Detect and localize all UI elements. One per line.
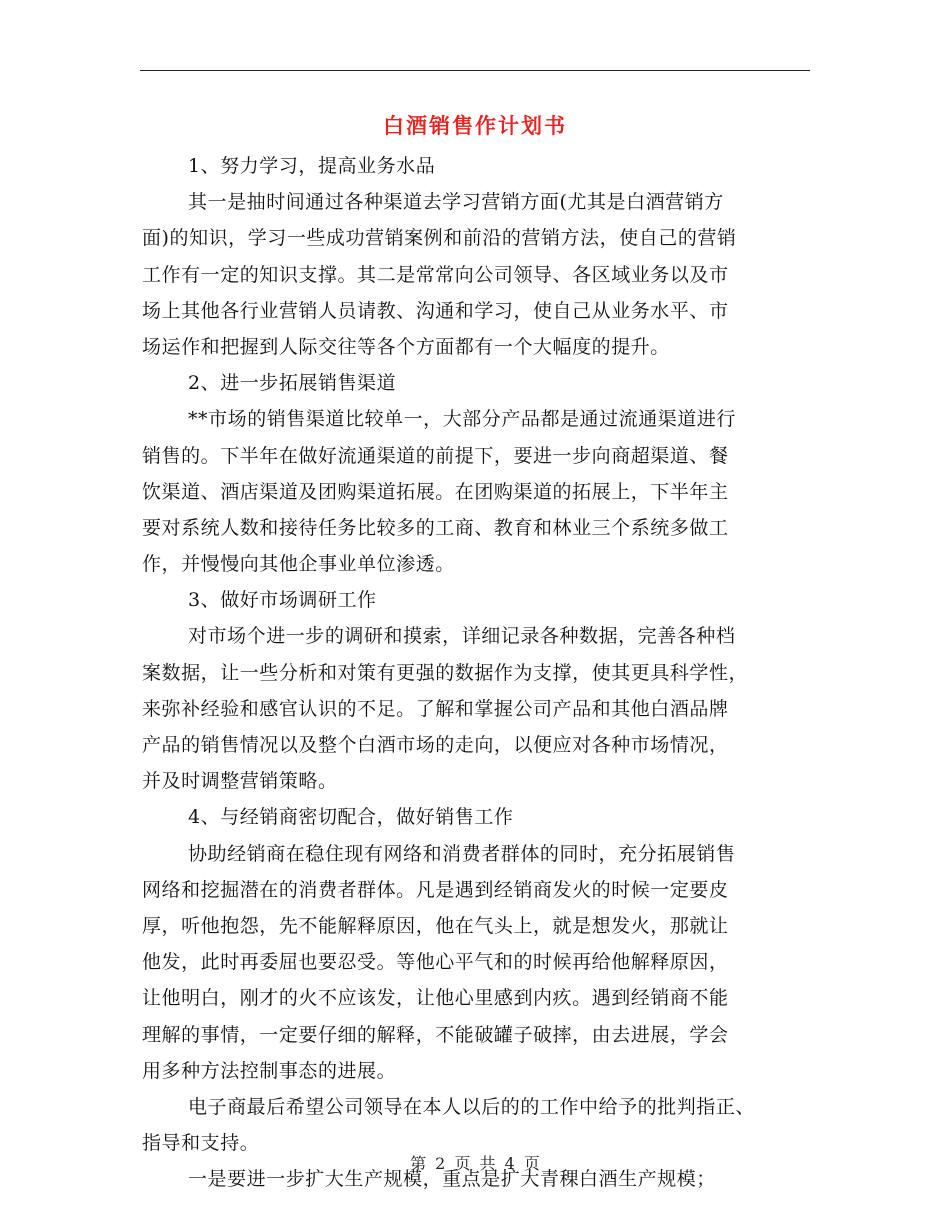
text-line: 场上其他各行业营销人员请教、沟通和学习，使自己从业务水平、市 (142, 299, 729, 322)
page-footer: 第 2 页 共 4 页 (410, 1154, 540, 1173)
text-line: 来弥补经验和感官认识的不足。了解和掌握公司产品和其他白酒品牌 (142, 697, 729, 720)
text-line: 3、做好市场调研工作 (188, 589, 377, 612)
text-line: **市场的销售渠道比较单一，大部分产品都是通过流通渠道进行 (188, 408, 736, 431)
document-body (142, 148, 812, 1197)
text-line: 案数据，让一些分析和对策有更强的数据作为支撑，使其更具科学性， (142, 661, 749, 684)
text-line: 工作有一定的知识支撑。其二是常常向公司领导、各区域业务以及市 (142, 263, 729, 286)
text-line: 协助经销商在稳住现有网络和消费者群体的同时，充分拓展销售 (188, 842, 736, 865)
text-line: 其一是抽时间通过各种渠道去学习营销方面(尤其是白酒营销方 (188, 191, 724, 214)
text-line: 电子商最后希望公司领导在本人以后的的工作中给予的批判指正、 (188, 1095, 755, 1118)
text-line: 饮渠道、酒店渠道及团购渠道拓展。在团购渠道的拓展上，下半年主 (142, 480, 729, 503)
text-line: 4、与经销商密切配合，做好销售工作 (188, 806, 514, 829)
text-line: 厚，听他抱怨，先不能解释原因，他在气头上，就是想发火，那就让 (142, 914, 729, 937)
text-line: 理解的事情，一定要仔细的解释，不能破罐子破摔，由去进展，学会 (142, 1023, 729, 1046)
text-line: 网络和挖掘潜在的消费者群体。凡是遇到经销商发火的时候一定要皮 (142, 878, 729, 901)
text-line: 要对系统人数和接待任务比较多的工商、教育和林业三个系统多做工 (142, 516, 729, 539)
text-line: 销售的。下半年在做好流通渠道的前提下，要进一步向商超渠道、餐 (142, 444, 729, 467)
text-line: 对市场个进一步的调研和摸索，详细记录各种数据，完善各种档 (188, 625, 736, 648)
text-line: 他发，此时再委屈也要忍受。等他心平气和的时候再给他解释原因， (142, 951, 729, 974)
text-line: 面)的知识，学习一些成功营销案例和前沿的营销方法，使自己的营销 (142, 227, 737, 250)
text-line: 作，并慢慢向其他企事业单位渗透。 (142, 553, 455, 576)
text-line: 指导和支持。 (142, 1132, 260, 1155)
text-line: 1、努力学习，提高业务水品 (188, 155, 436, 177)
text-line: 2、进一步拓展销售渠道 (188, 372, 397, 395)
text-line: 用多种方法控制事态的进展。 (142, 1059, 397, 1082)
text-line: 并及时调整营销策略。 (142, 770, 338, 793)
document-title: 白酒销售作计划书 (383, 113, 567, 138)
text-line: 一是要进一步扩大生产规模，重点是扩大青稞白酒生产规模； (188, 1168, 716, 1191)
text-line: 产品的销售情况以及整个白酒市场的走向，以便应对各种市场情况， (142, 734, 729, 756)
text-line: 场运作和把握到人际交往等各个方面都有一个大幅度的提升。 (142, 335, 670, 358)
text-line: 让他明白，刚才的火不应该发，让他心里感到内疚。遇到经销商不能 (142, 987, 729, 1010)
header-rule (140, 70, 810, 71)
